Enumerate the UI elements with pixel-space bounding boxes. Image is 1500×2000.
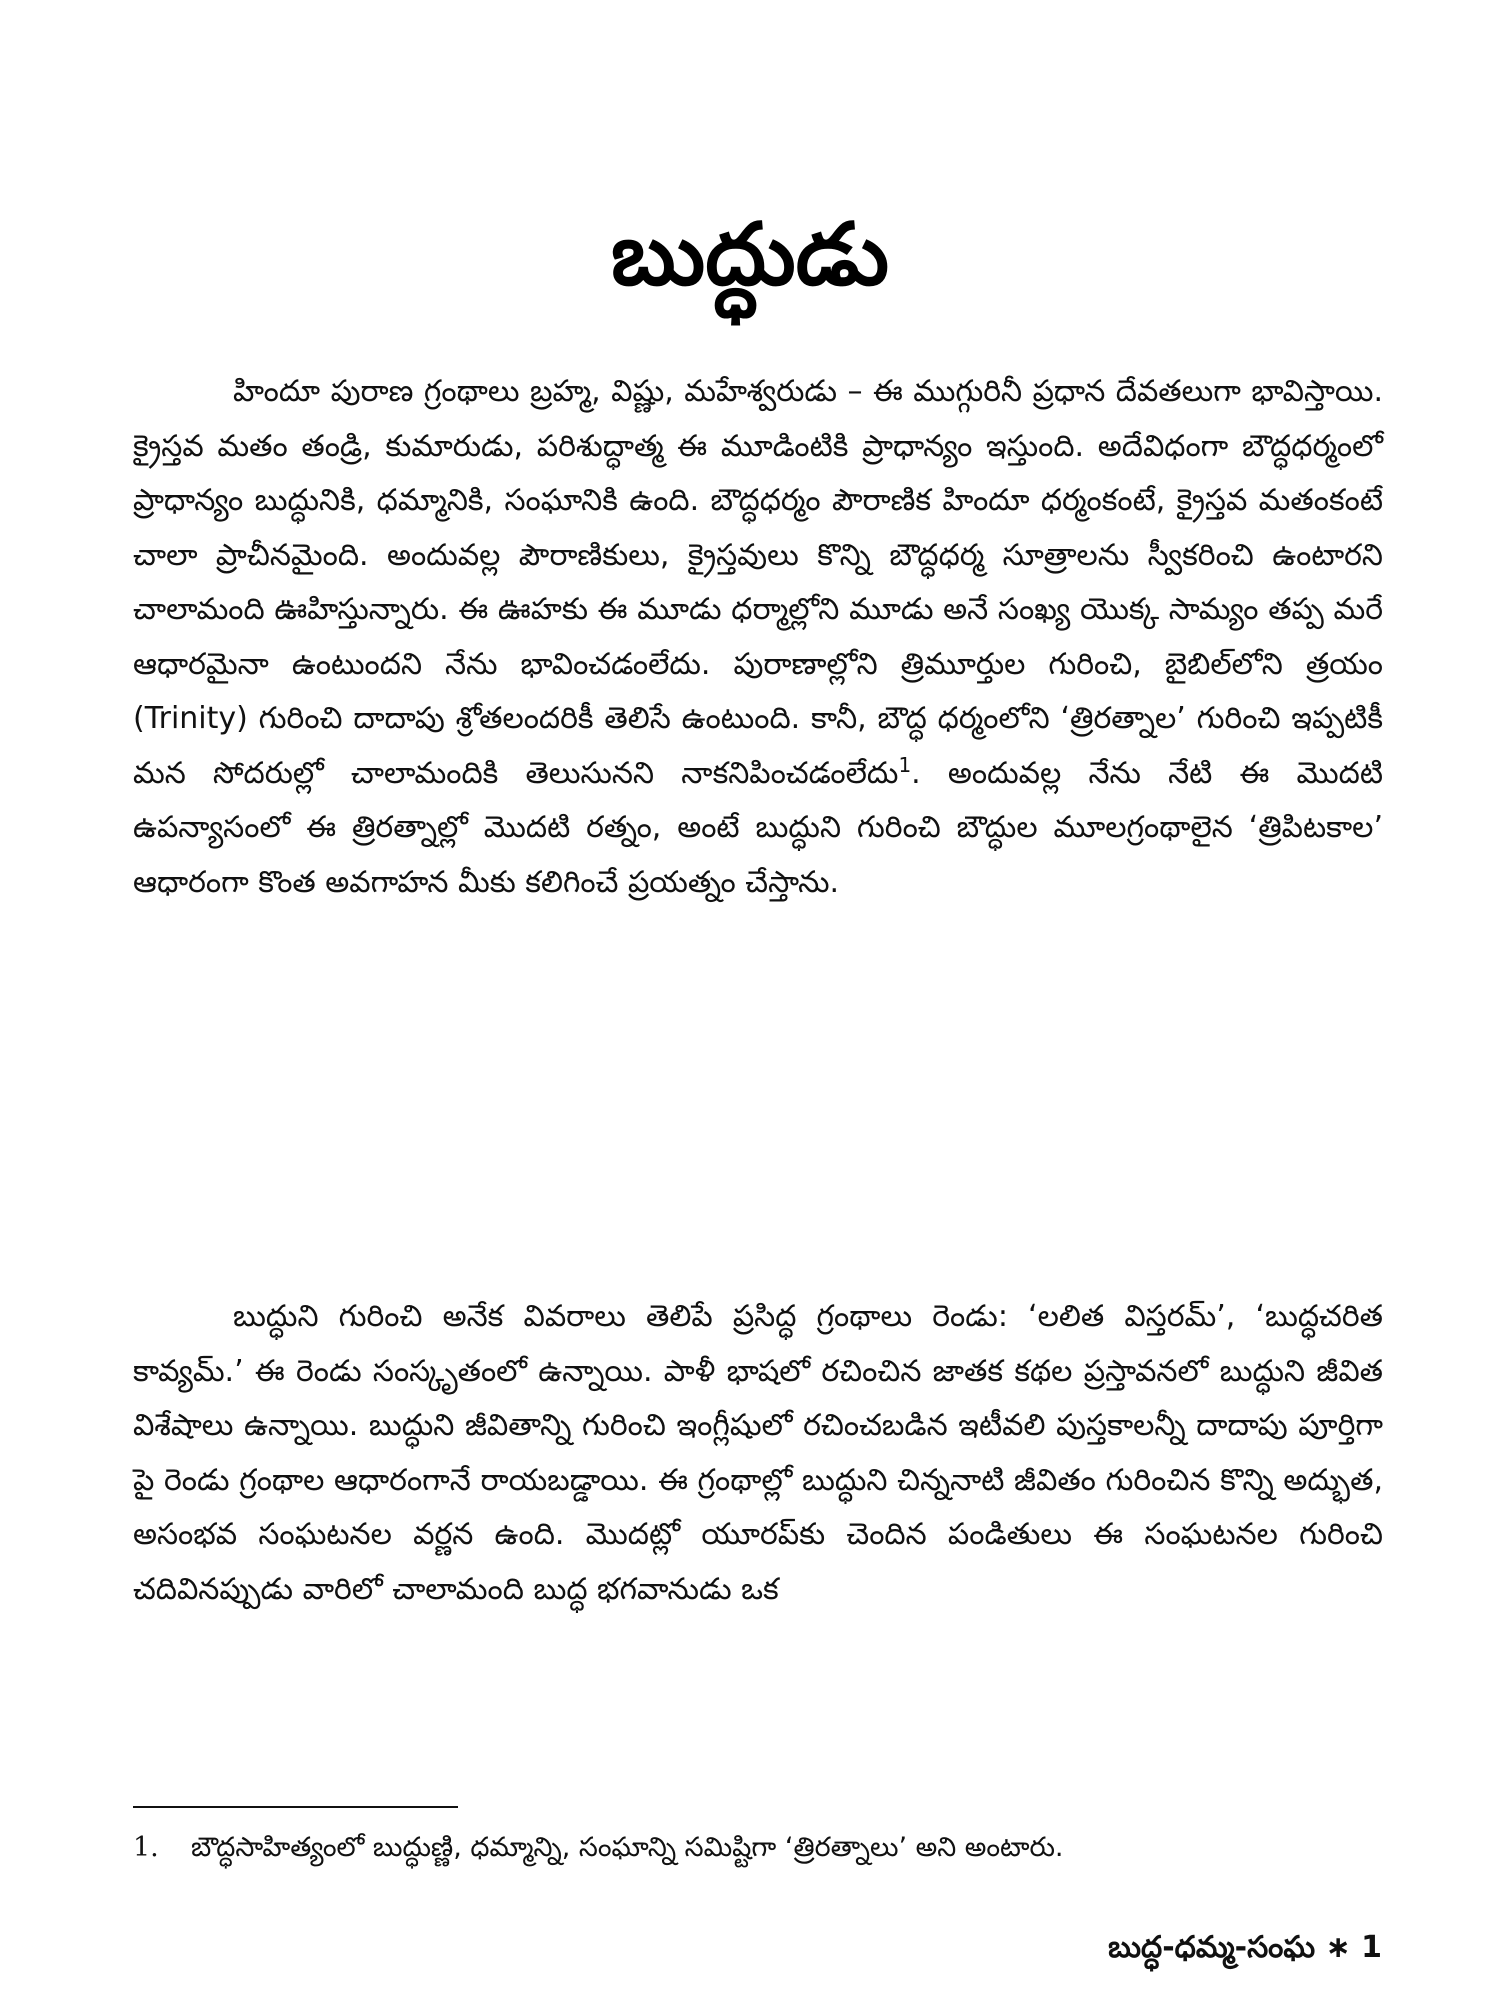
- paragraph-1: [133, 365, 1383, 910]
- footnote: [133, 1828, 1383, 1868]
- paragraph-1-text: హిందూ పురాణ గ్రంథాలు బ్రహ్మ, విష్ణు, మహేశ్వరుడు – ఈ ముగ్గురినీ ప్రధాన దేవతలుగా భావిస్తాయి. క్రైస్తవ మతం తండ్రి, కుమారుడు, పరిశుద్ధాత్మ ఈ మూడింటికి ప్రాధాన్యం ఇస్తుంది. అదేవిధంగా బౌద్ధధర్మంలో ప్రాధాన్యం బుద్ధునికి, ధమ్మానికి, సంఘానికి ఉంది. బౌద్ధధర్మం పౌరాణిక హిందూ ధర్మంకంటే, క్రైస్తవ మతంకంటే చాలా ప్రాచీనమైంది. అందువల్ల పౌరాణికులు, క్రైస్తవులు కొన్ని బౌద్ధధర్మ సూత్రాలను స్వీకరించి ఉంటారని చాలామంది ఊహిస్తున్నారు. ఈ ఊహకు ఈ మూడు ధర్మాల్లోని మూడు అనే సంఖ్య యొక్క సామ్యం తప్ప మరే ఆధారమైనా ఉంటుందని నేను భావించడంలేదు. పురాణాల్లోని త్రిమూర్తుల గురించి, బైబిల్‌లోని త్రయం (Trinity) గురించి దాదాపు శ్రోతలందరికీ తెలిసే ఉంటుంది. కానీ, బౌద్ధ ధర్మంలోని ‘త్రిరత్నాల’ గురించి ఇప్పటికీ మన సోదరుల్లో చాలామందికి తెలుసునని నాకనిపించడంలేదు: [133, 374, 1383, 791]
- footnote-text: బౌద్ధసాహిత్యంలో బుద్ధుణ్ణి, ధమ్మాన్ని, సంఘాన్ని సమిష్టిగా ‘త్రిరత్నాలు’ అని అంటారు.: [191, 1832, 1064, 1863]
- chapter-title: బుద్ధుడు: [610, 205, 890, 305]
- paragraph-2: [133, 1290, 1383, 1617]
- paragraph-2-text: బుద్ధుని గురించి అనేక వివరాలు తెలిపే ప్రసిద్ధ గ్రంథాలు రెండు: ‘లలిత విస్తరమ్’, ‘బుద్ధచరిత కావ్యమ్.’ ఈ రెండు సంస్కృతంలో ఉన్నాయి. పాళీ భాషలో రచించిన జాతక కథల ప్రస్తావనలో బుద్ధుని జీవిత విశేషాలు ఉన్నాయి. బుద్ధుని జీవితాన్ని గురించి ఇంగ్లీషులో రచించబడిన ఇటీవలి పుస్తకాలన్నీ దాదాపు పూర్తిగా పై రెండు గ్రంథాల ఆధారంగానే రాయబడ్డాయి. ఈ గ్రంథాల్లో బుద్ధుని చిన్ననాటి జీవితం గురించిన కొన్ని అద్భుత, అసంభవ సంఘటనల వర్ణన ఉంది. మొదట్లో యూరప్‌కు చెందిన పండితులు ఈ సంఘటనల గురించి చదివినప్పుడు వారిలో చాలామంది బుద్ధ భగవానుడు ఒక: [133, 1299, 1383, 1607]
- footnote-divider: [133, 1806, 458, 1808]
- footnote-number: 1.: [133, 1832, 159, 1863]
- running-footer-page-number: బుద్ధ-ధమ్మ-సంఘ ∗ 1: [1108, 1930, 1382, 1965]
- footnote-marker: 1: [898, 752, 912, 777]
- paragraph-1-text-rest: . అందువల్ల నేను నేటి ఈ మొదటి ఉపన్యాసంలో ఈ త్రిరత్నాల్లో మొదటి రత్నం, అంటే బుద్ధుని గురించి బౌద్ధుల మూలగ్రంథాలైన ‘త్రిపిటకాల’ ఆధారంగా కొంత అవగాహన మీకు కలిగించే ప్రయత్నం చేస్తాను.: [133, 755, 1383, 900]
